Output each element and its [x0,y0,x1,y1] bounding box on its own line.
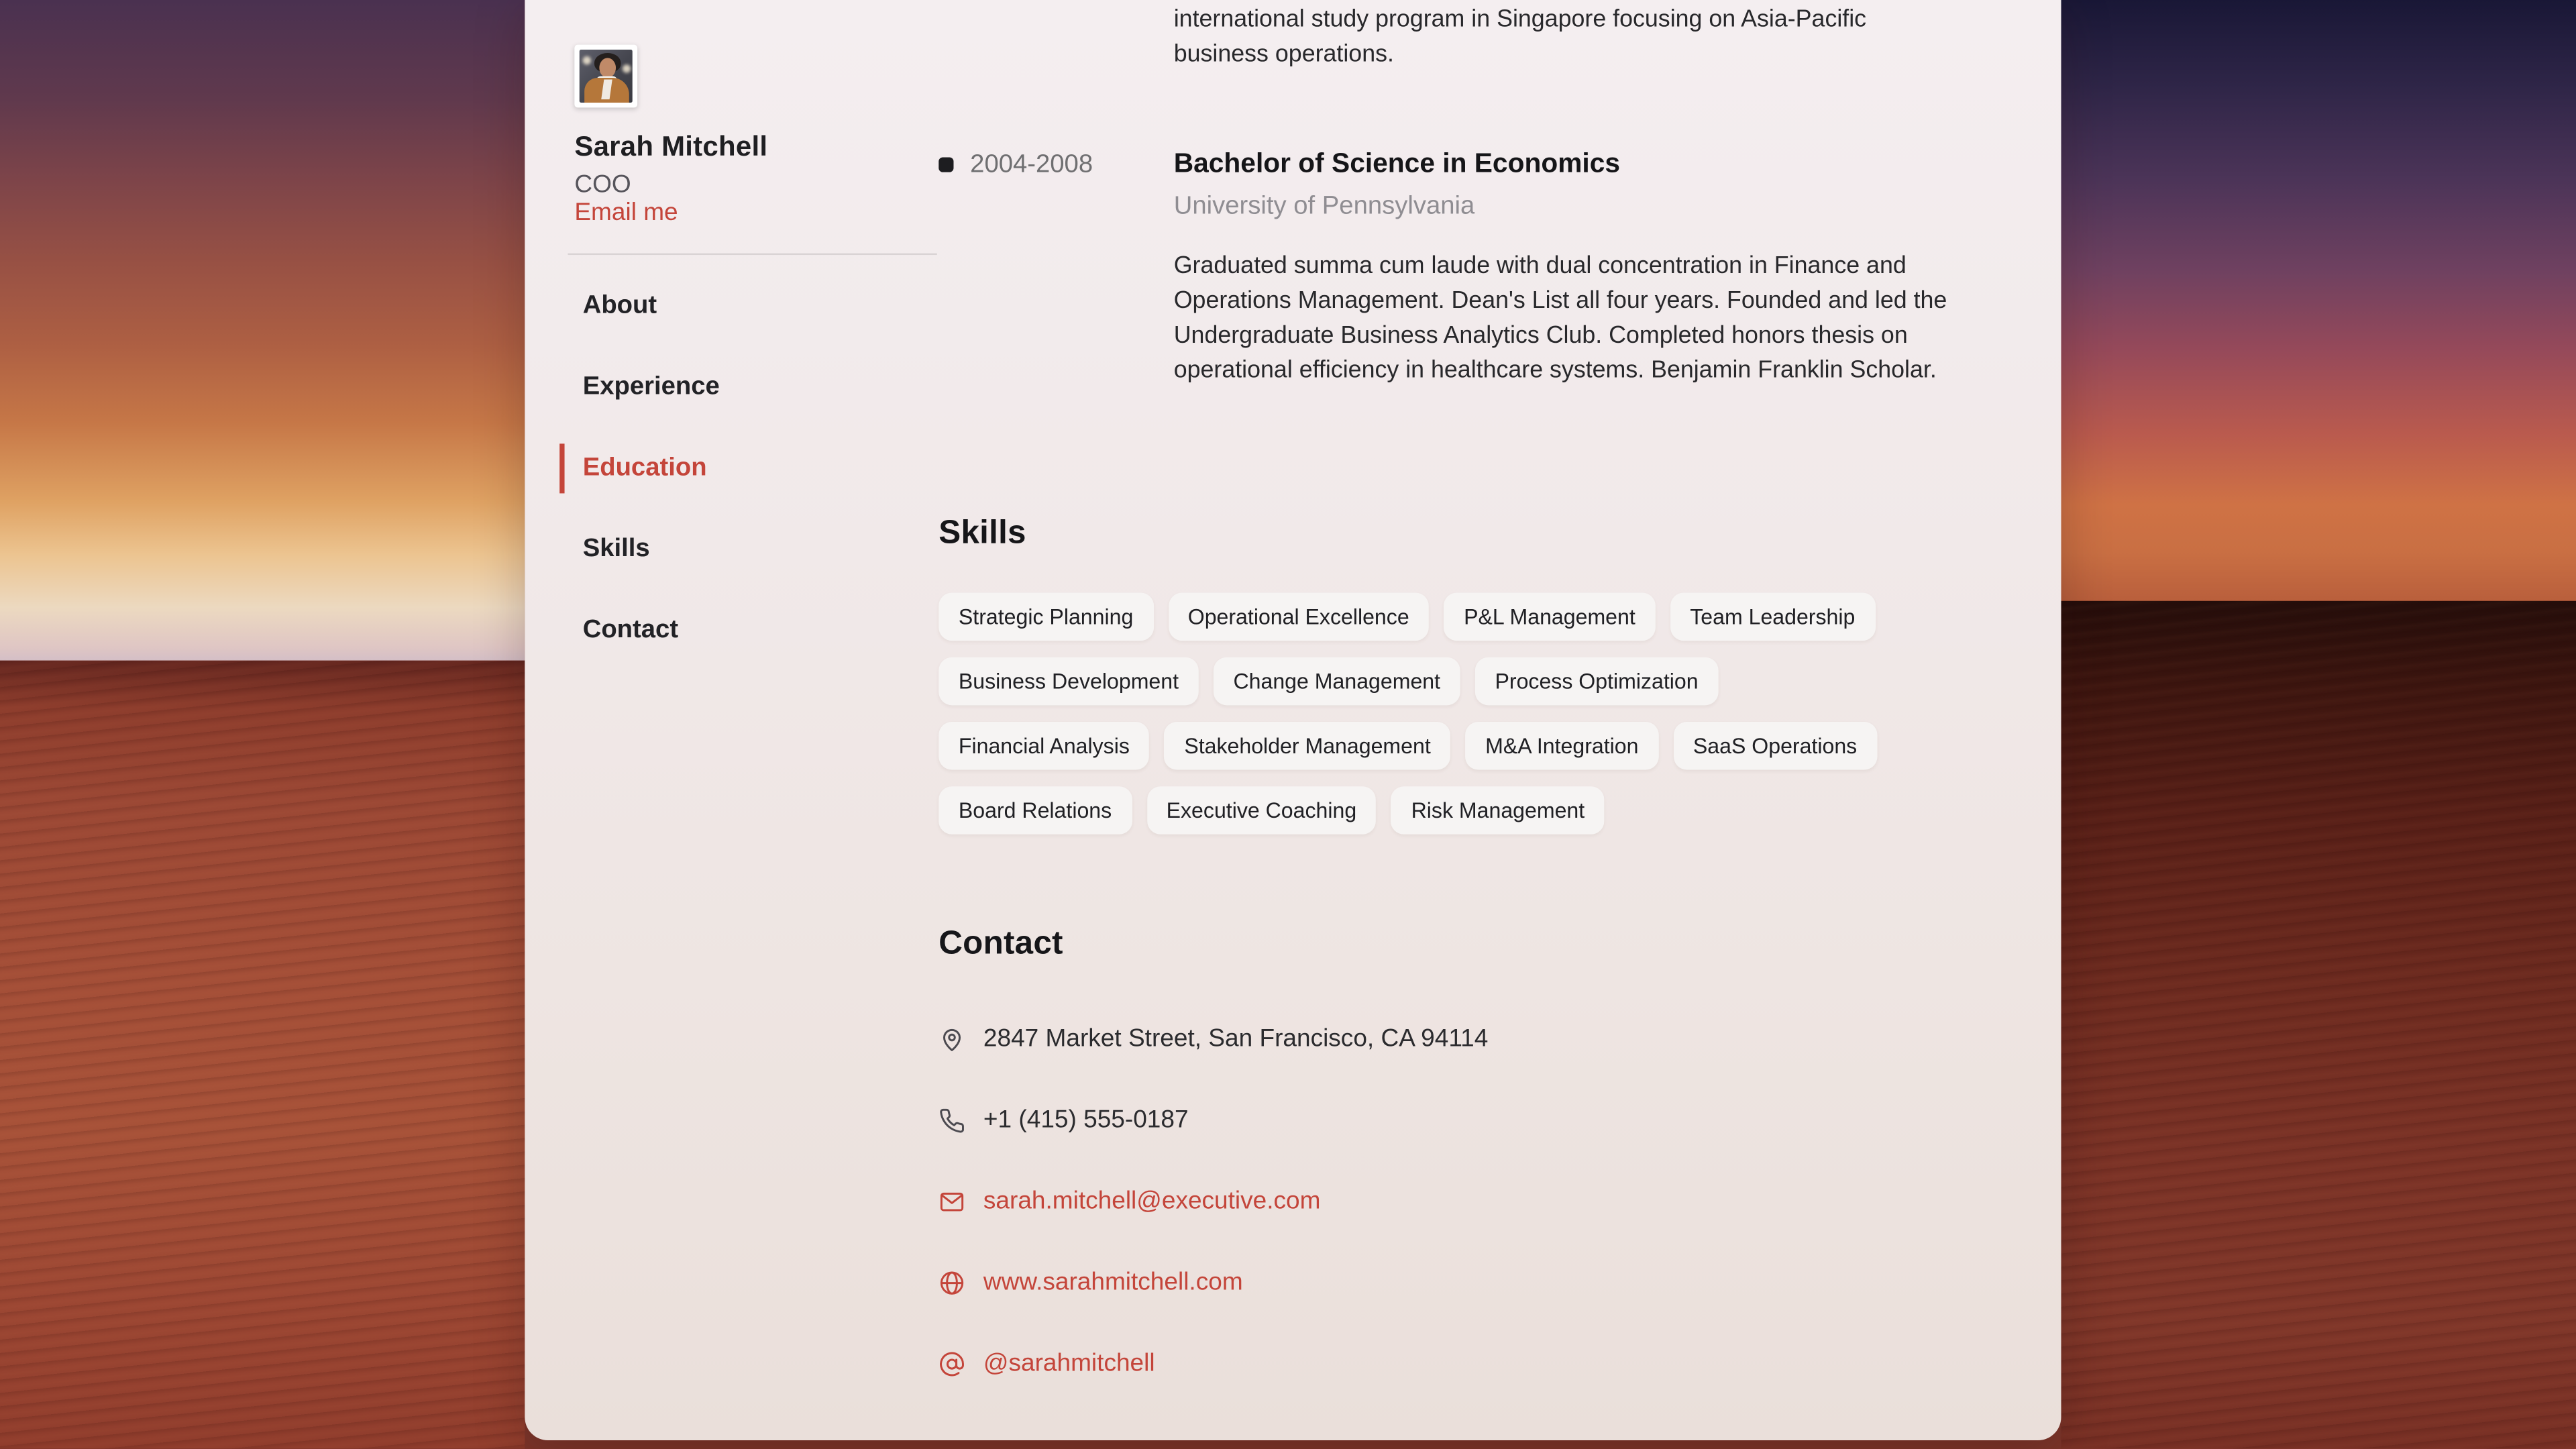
contact-item-phone [938,1104,1932,1137]
contact-email-link[interactable]: sarah.mitchell@executive.com [983,1187,1321,1216]
bokeh-light [583,56,591,64]
desert-wallpaper-right [2061,0,2576,1449]
avatar [574,45,637,108]
sidebar-item-label[interactable]: Contact [582,616,679,645]
contact-address: 2847 Market Street, San Francisco, CA 94114 [983,1025,1489,1054]
skill-tag: Team Leadership [1670,592,1875,641]
sidebar-item-skills[interactable] [574,531,938,566]
contact-item-website[interactable] [938,1266,1932,1299]
education-entry [938,145,1947,390]
education-school: University of Pennsylvania [1173,191,1475,220]
skill-tag: Process Optimization [1475,657,1718,705]
education-period-label: 2004-2008 [970,150,1093,178]
contact-item-email[interactable] [938,1185,1932,1218]
skill-tag: Executive Coaching [1146,786,1377,835]
contact-website-link[interactable]: www.sarahmitchell.com [983,1269,1243,1297]
sidebar-item-label[interactable]: About [582,291,657,320]
desert-wallpaper-left [0,0,525,1449]
sidebar-nav [574,288,938,647]
skill-tag: Stakeholder Management [1165,721,1451,769]
sand-dunes [2061,601,2576,1449]
bokeh-light [623,64,631,72]
contact-item-address [938,1023,1932,1056]
person-title: COO [574,170,631,199]
globe-icon [938,1269,965,1295]
contact-section [938,920,1932,1381]
sand-dunes [0,661,525,1449]
skill-tag: Business Development [938,657,1198,705]
contact-heading: Contact [938,924,1063,962]
education-degree: Bachelor of Science in Economics [1173,148,1621,178]
avatar-photo [580,50,633,103]
email-me-link[interactable]: Email me [574,199,678,227]
resume-card [525,0,2061,1440]
skill-tag: Risk Management [1391,786,1605,835]
skill-tag: P&L Management [1444,592,1656,641]
contact-phone: +1 (415) 555-0187 [983,1106,1189,1135]
skill-tag: SaaS Operations [1673,721,1877,769]
sidebar-item-label[interactable]: Education [582,453,707,482]
main-content [938,0,2061,1440]
avatar-face [599,58,616,78]
skills-heading: Skills [938,514,1026,551]
skill-tag: Financial Analysis [938,721,1149,769]
sunset-sky [2061,0,2576,601]
contact-social-link[interactable]: @sarahmitchell [983,1350,1155,1378]
envelope-icon [938,1188,965,1214]
at-sign-icon [938,1350,965,1377]
skill-tag: Board Relations [938,786,1132,835]
sidebar-divider [568,254,936,255]
education-previous-entry-excerpt: international study program in Singapore focusing on Asia-Pacific business operations. [1173,6,1867,68]
education-period [938,145,1173,390]
sidebar-item-label[interactable]: Skills [582,535,650,564]
sidebar-item-label[interactable]: Experience [582,372,720,401]
sidebar-item-contact[interactable] [574,612,938,647]
sidebar-item-about[interactable] [574,288,938,323]
skill-tag: Strategic Planning [938,592,1153,641]
map-pin-icon [938,1026,965,1053]
sidebar [525,0,938,1440]
contact-item-social[interactable] [938,1347,1932,1380]
person-name: Sarah Mitchell [574,130,768,162]
skill-tag: Operational Excellence [1168,592,1429,641]
timeline-bullet-icon [938,156,953,171]
phone-icon [938,1107,965,1133]
education-description: Graduated summa cum laude with dual concentration in Finance and Operations Management. Dean's List all four years. Founded and led the Undergraduate Business Analytics Club. Completed honors thesis on operational efficiency in healthcare systems. Benjamin Franklin Scholar. [1173,252,1947,385]
skill-tag: Change Management [1214,657,1460,705]
sunset-sky [0,0,525,661]
skills-section [938,510,1932,835]
sidebar-item-education[interactable] [574,450,938,485]
skill-tags [938,592,1932,834]
contact-list [938,1023,1932,1381]
skill-tag: M&A Integration [1466,721,1659,769]
sidebar-item-experience[interactable] [574,369,938,404]
